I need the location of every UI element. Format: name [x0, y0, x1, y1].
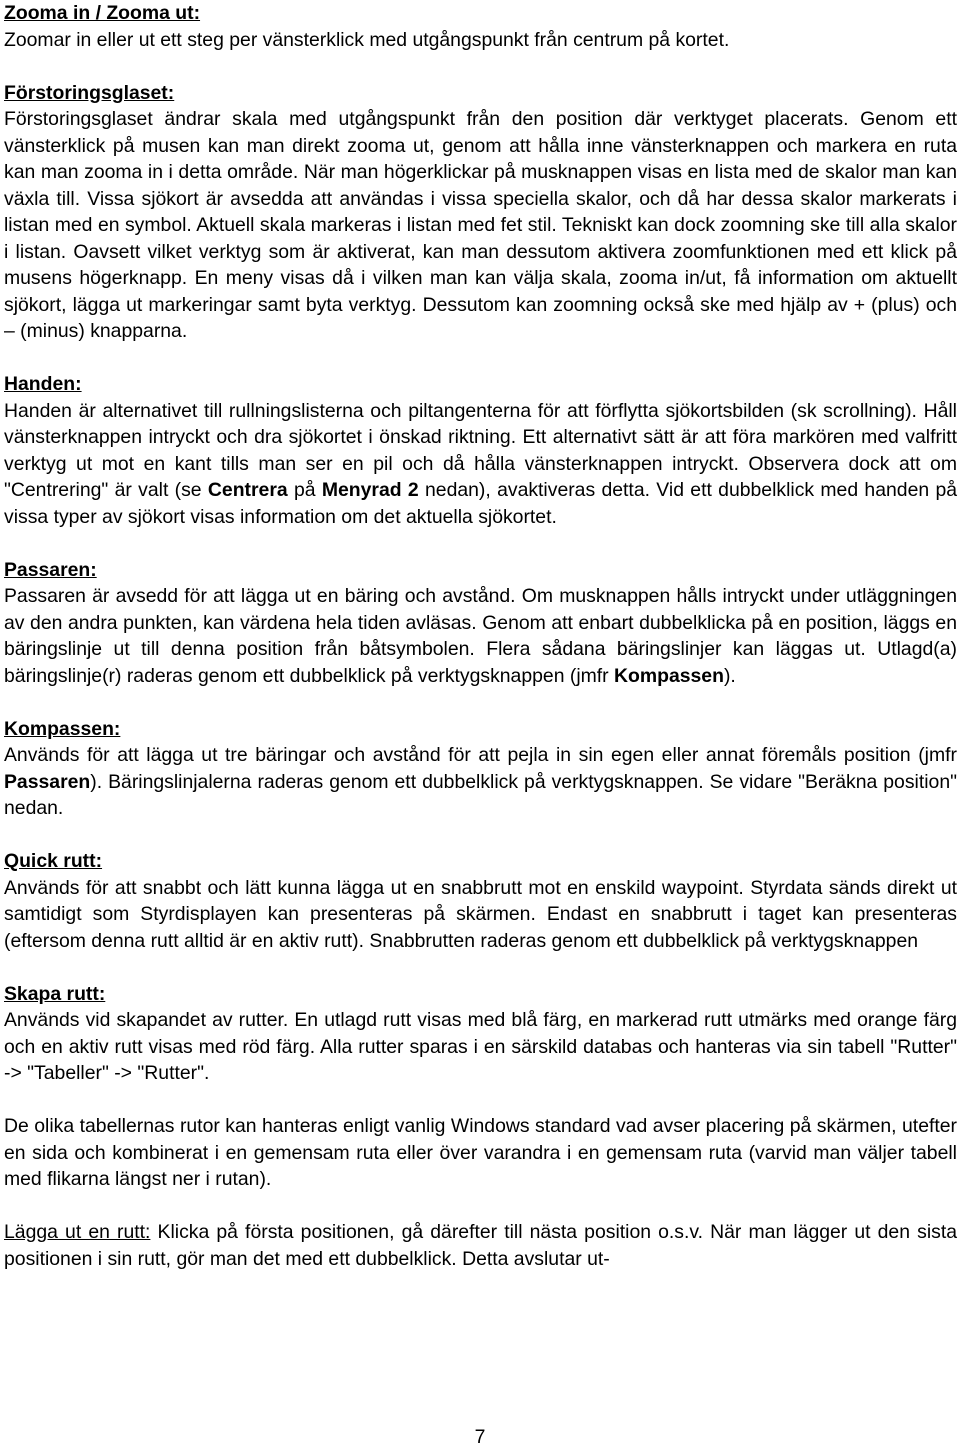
section-body: Används vid skapandet av rutter. En utlagd rutt visas med blå färg, en markerad rutt utmärks med orange färg och en aktiv rutt visas med röd färg. Alla rutter sparas i en särskild databas och hanteras via sin tabell "Rutter" -> "Tabeller" -> "Rutter". [4, 1009, 957, 1084]
body-text: på [287, 479, 322, 501]
section-create-route [4, 981, 957, 1087]
section-body: Används för att snabbt och lätt kunna lägga ut en snabbrutt mot en enskild waypoint. Styrdata sänds direkt ut samtidigt som Styrdisplayen kan presenteras på skärmen. Endast en snabbrutt i taget kan presenteras (eftersom denna rutt alltid är en aktiv rutt). Snabbrutten raderas genom ett dubbelklick på verktygsknappen [4, 876, 957, 952]
inline-heading: Lägga ut en rutt: [4, 1221, 151, 1243]
section-body: De olika tabellernas rutor kan hanteras enligt vanlig Windows standard vad avser placering på skärmen, utefter en sida och kombinerat i en gemensam ruta eller över varandra i en gemensam ruta (varvid man väljer tabell med flikarna längst ner i rutan). [4, 1115, 957, 1190]
section-body: Förstoringsglaset ändrar skala med utgångspunkt från den position där verktyget placerats. Genom ett vänsterklick på musen kan man direkt zooma ut, genom att hålla inne vänsterknappen och markera en ruta kan man zooma in i detta område. När man högerklickar på musknappen visas en lista med de skalor man kan växla till. Vissa sjökort är avsedda att användas i vissa speciella skalor, och då har dessa skalor markerats i listan med en symbol. Aktuell skala markeras i listan med fet stil. Tekniskt kan dock zoomning ske till alla skalor i listan. Oavsett vilket verktyg som är aktiverat, kan man dessutom aktivera zoomfunktionen med ett klick på musens högerknapp. En meny visas då i vilken man kan välja skala, zooma in/ut, få information om aktuellt sjökort, lägga ut markeringar samt byta verktyg. Dessutom kan zoomning också ske med hjälp av + (plus) och – (minus) knapparna. [4, 108, 957, 342]
section-lay-route [4, 1219, 957, 1272]
body-text: Används för att lägga ut tre bäringar och avstånd för att pejla in sin egen eller annat föremåls position (jmfr [4, 744, 957, 766]
section-body [4, 583, 957, 689]
bold-reference: Centrera [207, 479, 288, 501]
section-heading: Handen: [4, 373, 82, 395]
document-page [4, 0, 957, 1272]
section-quick-route [4, 848, 957, 954]
section-tables [4, 1113, 957, 1193]
section-heading: Skapa rutt: [4, 982, 106, 1005]
bold-reference: Passaren [4, 770, 91, 793]
section-body: Zoomar in eller ut ett steg per vänsterklick med utgångspunkt från centrum på kortet. [4, 28, 730, 51]
section-compass [4, 716, 957, 822]
body-text: ). Bäringslinjalerna raderas genom ett dubbelklick på verktygsknappen. Se vidare "Beräkna position" nedan. [4, 770, 957, 819]
body-text: ). [723, 664, 736, 687]
section-body [4, 398, 957, 531]
section-heading: Quick rutt: [4, 850, 103, 872]
bold-reference: Menyrad 2 [321, 479, 419, 501]
section-body [4, 1219, 957, 1272]
page-number: 7 [474, 1426, 486, 1448]
section-magnifier [4, 80, 957, 345]
section-dividers [4, 557, 957, 690]
section-heading: Zooma in / Zooma ut: [4, 2, 201, 24]
section-heading: Förstoringsglaset: [4, 81, 175, 104]
section-body [4, 742, 957, 822]
section-zoom [4, 0, 957, 53]
bold-reference: Kompassen [614, 664, 724, 687]
section-hand [4, 371, 957, 530]
body-text: Klicka på första positionen, gå därefter till nästa position o.s.v. När man lägger ut den sista positionen i sin rutt, gör man det med ett dubbelklick. Detta avslutar ut- [4, 1221, 957, 1270]
section-heading: Passaren: [4, 558, 97, 581]
body-text: nedan), avaktiveras detta. Vid ett dubbelklick med handen på vissa typer av sjökort visas information om det aktuella sjökortet. [4, 479, 958, 528]
section-heading: Kompassen: [4, 717, 121, 740]
body-text: Handen är alternativet till rullningslisterna och piltangenterna för att förflytta sjökortsbilden (sk scrollning). Håll vänsterknappen intryckt och dra sjökortet i önskad riktning. Ett alternativt sätt är att föra markören med valfritt verktyg ut mot en kant tills man ser en pil och då hålla vänsterknappen intryckt. Observera dock att om "Centrering" är valt (se [4, 399, 957, 501]
body-text: Passaren är avsedd för att lägga ut en bäring och avstånd. Om musknappen hålls intryckt under utläggningen av den andra punkten, kan värdena hela tiden avläsas. Genom att enbart dubbelklicka på en position, läggs en bäringslinje ut till denna position från båtsymbolen. Flera sådana bäringslinjer kan läggas ut. Utlagd(a) bäringslinje(r) raderas genom ett dubbelklick på verktygsknappen (jmfr [4, 585, 957, 687]
